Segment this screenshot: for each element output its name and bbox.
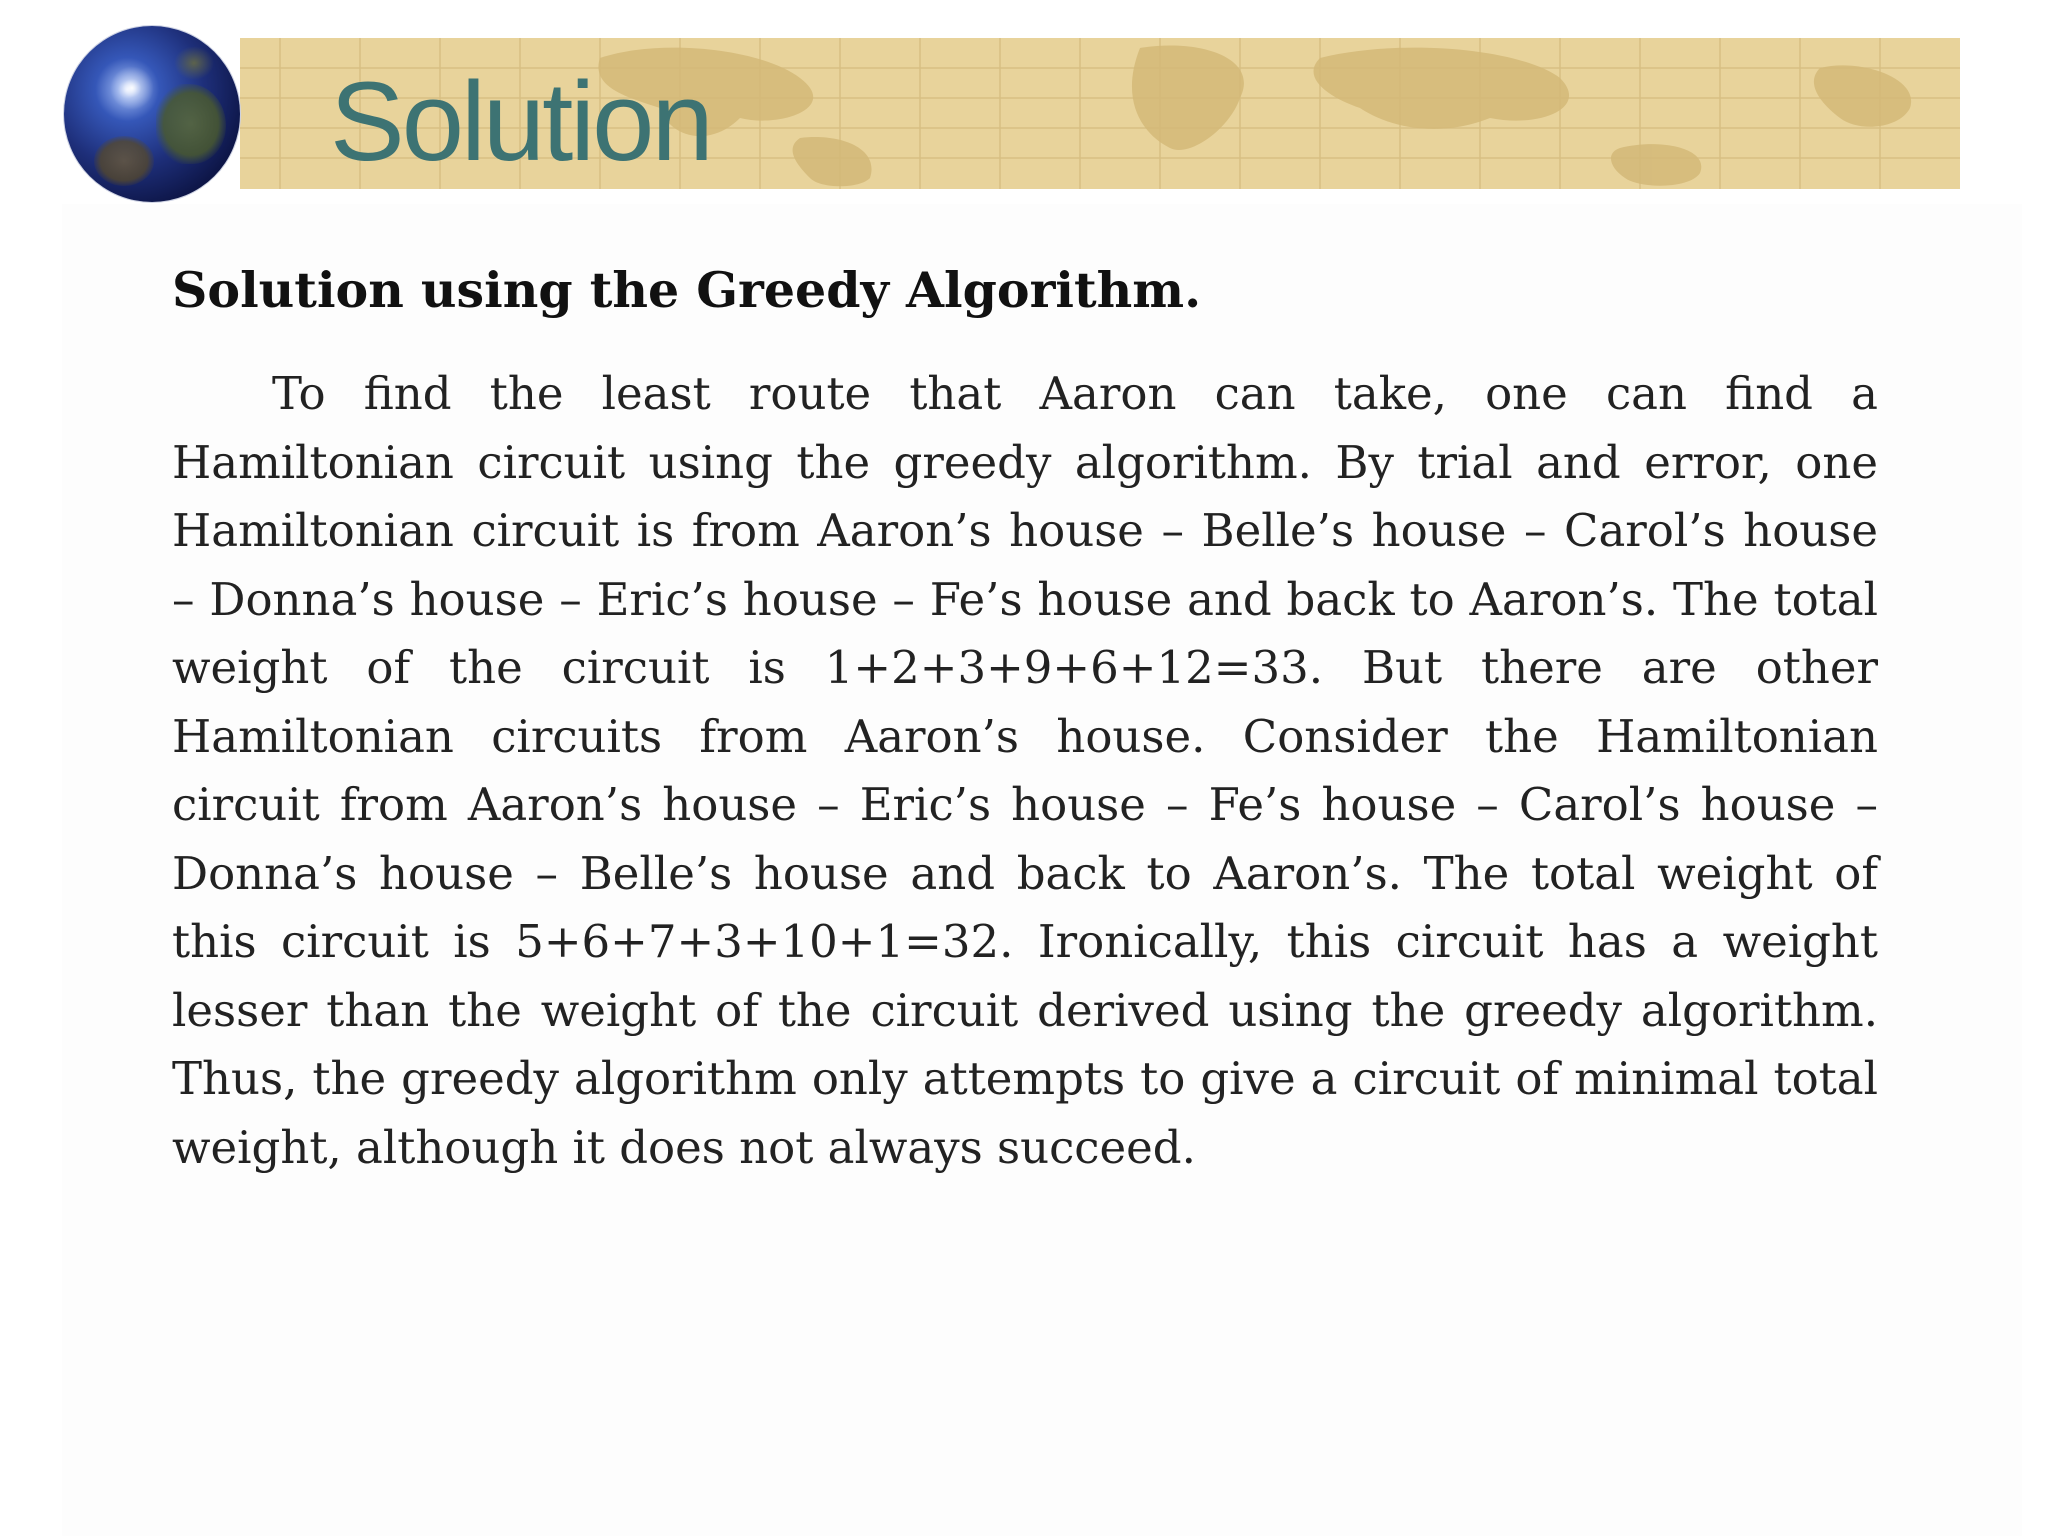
section-heading: Solution using the Greedy Algorithm. [172, 261, 1202, 319]
globe-land-shape [156, 84, 226, 164]
body-paragraph: To find the least route that Aaron can take, one can find a Hamiltonian circuit using the greedy algorithm. By trial and error, one Hamiltonian circuit is from Aaron’s house – Belle’s house – Carol’s house – Donna’s house – Eric’s house – Fe’s house and back to Aaron’s. The total weight of the circuit is 1+2+3+9+6+12=33. But there are other Hamiltonian circuits from Aaron’s house. Consider the Hamiltonian circuit from Aaron’s house – Eric’s house – Fe’s house – Carol’s house – Donna’s house – Belle’s house and back to Aaron’s. The total weight of this circuit is 5+6+7+3+10+1=32. Ironically, this circuit has a weight lesser than the weight of the circuit derived using the greedy algorithm. Thus, the greedy algorithm only attempts to give a circuit of minimal total weight, although it does not always succeed. [172, 367, 1878, 1174]
globe-land-shape [94, 136, 154, 186]
globe-highlight [110, 66, 154, 110]
globe-icon [64, 26, 240, 202]
globe-land-shape [174, 46, 214, 80]
slide-title: Solution [330, 59, 711, 184]
